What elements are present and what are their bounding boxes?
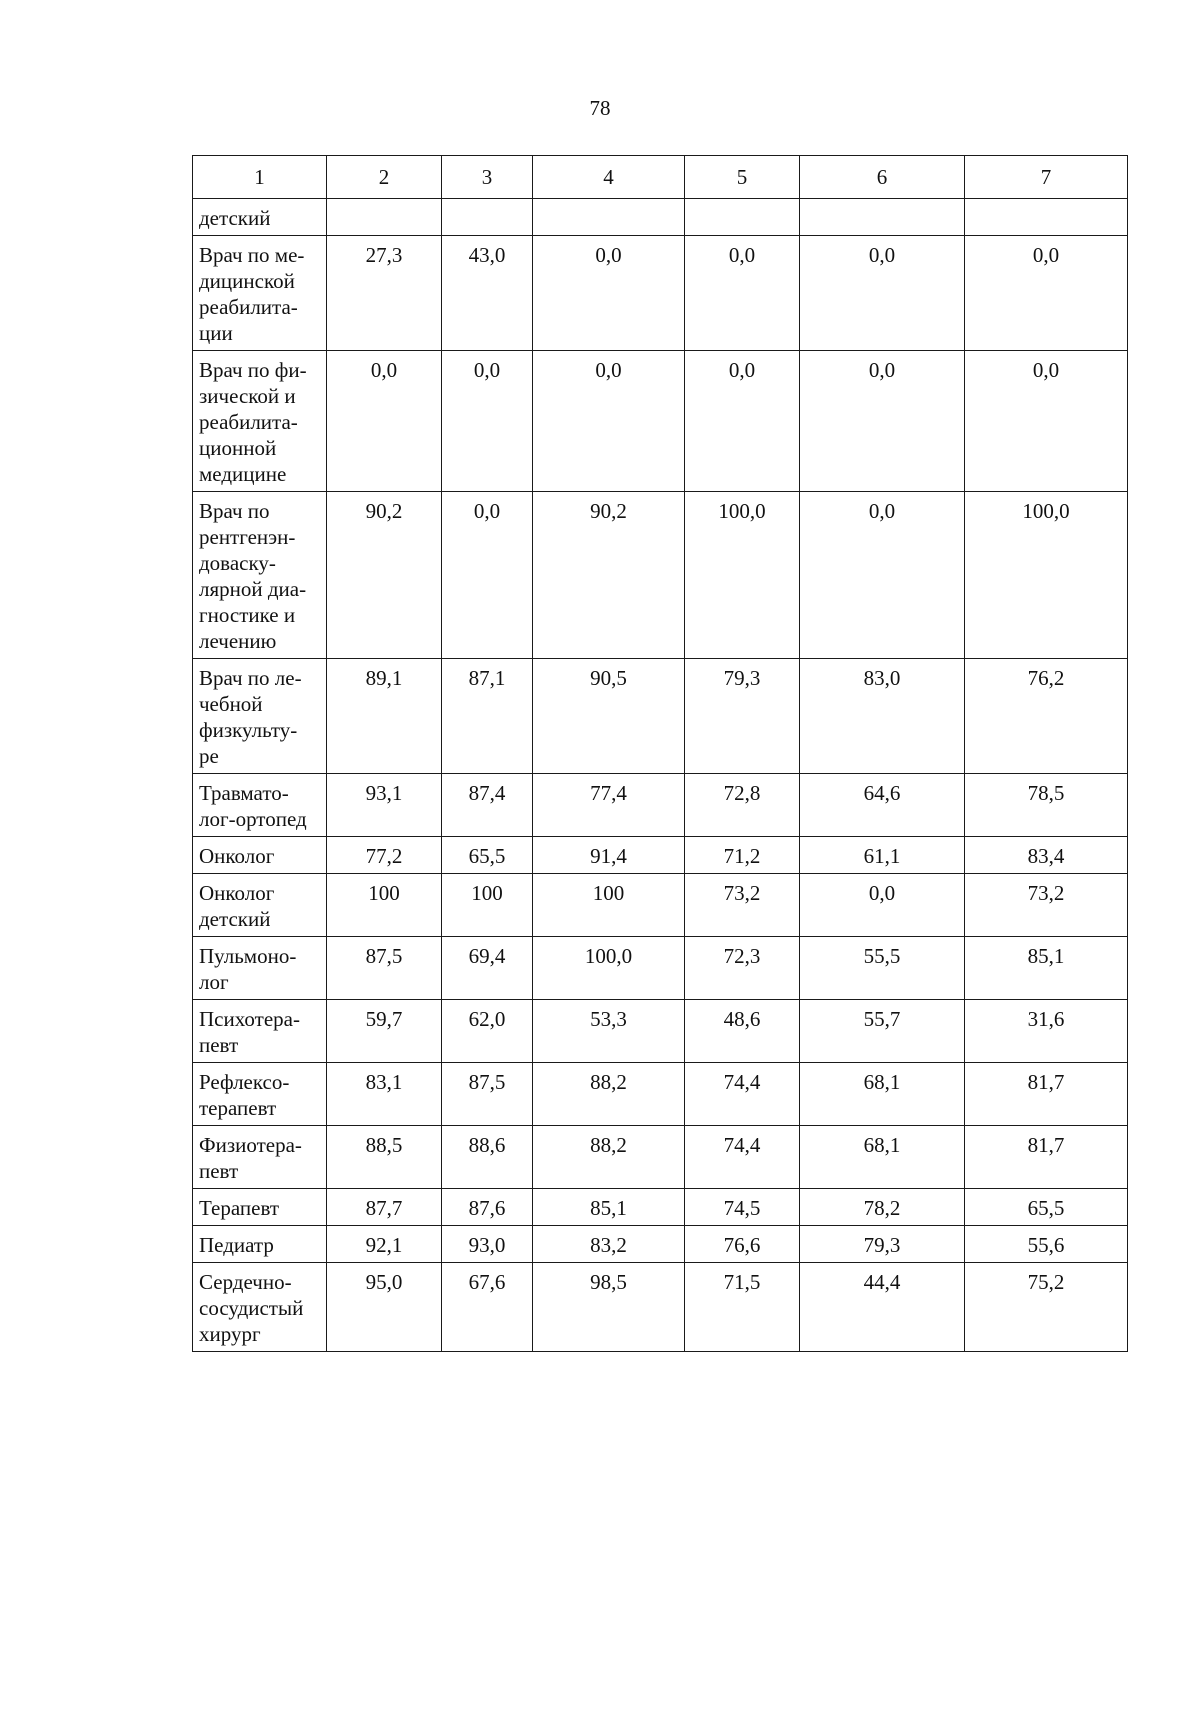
table-cell: 0,0	[800, 236, 965, 351]
table-cell: 77,4	[533, 774, 685, 837]
table-cell: 88,6	[442, 1126, 533, 1189]
table-row	[193, 351, 1128, 492]
table-cell: 74,5	[685, 1189, 800, 1226]
table-cell: 0,0	[442, 351, 533, 492]
column-header-2: 2	[327, 156, 442, 199]
column-header-6: 6	[800, 156, 965, 199]
table-row	[193, 937, 1128, 1000]
table-cell: 64,6	[800, 774, 965, 837]
table-cell	[800, 199, 965, 236]
row-label: Физиотера- певт	[193, 1126, 327, 1189]
table-cell: 79,3	[685, 659, 800, 774]
row-label: Психотера- певт	[193, 1000, 327, 1063]
row-label: Терапевт	[193, 1189, 327, 1226]
column-header-1: 1	[193, 156, 327, 199]
table-cell: 73,2	[685, 874, 800, 937]
table-cell: 68,1	[800, 1063, 965, 1126]
table-header	[193, 156, 1128, 199]
table-cell: 0,0	[800, 874, 965, 937]
table-cell: 93,1	[327, 774, 442, 837]
table-cell: 81,7	[965, 1126, 1128, 1189]
table-cell: 73,2	[965, 874, 1128, 937]
table-cell: 83,0	[800, 659, 965, 774]
table-cell: 83,2	[533, 1226, 685, 1263]
table-cell: 53,3	[533, 1000, 685, 1063]
row-label: Травмато- лог-ортопед	[193, 774, 327, 837]
table-cell	[685, 199, 800, 236]
table-cell: 93,0	[442, 1226, 533, 1263]
table-cell: 88,2	[533, 1063, 685, 1126]
table-cell: 67,6	[442, 1263, 533, 1352]
table-cell: 0,0	[685, 351, 800, 492]
table-cell: 79,3	[800, 1226, 965, 1263]
column-header-3: 3	[442, 156, 533, 199]
table-cell: 78,2	[800, 1189, 965, 1226]
table-cell: 88,5	[327, 1126, 442, 1189]
table-cell: 72,3	[685, 937, 800, 1000]
table-cell: 83,4	[965, 837, 1128, 874]
table-cell: 100,0	[533, 937, 685, 1000]
table-cell: 55,7	[800, 1000, 965, 1063]
table-row	[193, 659, 1128, 774]
table-row	[193, 1000, 1128, 1063]
row-label: Онколог детский	[193, 874, 327, 937]
column-header-7: 7	[965, 156, 1128, 199]
table-cell: 87,4	[442, 774, 533, 837]
table-cell: 74,4	[685, 1126, 800, 1189]
table-row	[193, 1126, 1128, 1189]
row-label: Врач по ле- чебной физкульту- ре	[193, 659, 327, 774]
table-cell	[965, 199, 1128, 236]
page-number: 78	[589, 96, 611, 120]
table-cell	[533, 199, 685, 236]
table-cell: 31,6	[965, 1000, 1128, 1063]
table-row	[193, 236, 1128, 351]
table-cell: 87,5	[327, 937, 442, 1000]
table-row	[193, 199, 1128, 236]
table-cell: 100,0	[965, 492, 1128, 659]
table-cell: 0,0	[800, 351, 965, 492]
table-cell: 43,0	[442, 236, 533, 351]
table-cell: 75,2	[965, 1263, 1128, 1352]
table-row	[193, 774, 1128, 837]
table-cell: 74,4	[685, 1063, 800, 1126]
table-cell: 0,0	[685, 236, 800, 351]
table-row	[193, 1189, 1128, 1226]
row-label: Рефлексо- терапевт	[193, 1063, 327, 1126]
table-cell: 0,0	[800, 492, 965, 659]
table-cell: 78,5	[965, 774, 1128, 837]
table-cell: 91,4	[533, 837, 685, 874]
table-cell: 55,5	[800, 937, 965, 1000]
table-cell: 90,5	[533, 659, 685, 774]
table-row	[193, 492, 1128, 659]
table-cell: 85,1	[533, 1189, 685, 1226]
table-cell: 95,0	[327, 1263, 442, 1352]
header-row	[193, 156, 1128, 199]
data-table	[192, 155, 1128, 1352]
table-row	[193, 1263, 1128, 1352]
row-label: детский	[193, 199, 327, 236]
table-cell: 71,5	[685, 1263, 800, 1352]
table-cell: 87,6	[442, 1189, 533, 1226]
table-cell: 90,2	[533, 492, 685, 659]
row-label: Педиатр	[193, 1226, 327, 1263]
table-cell: 44,4	[800, 1263, 965, 1352]
row-label: Сердечно- сосудистый хирург	[193, 1263, 327, 1352]
table-cell: 83,1	[327, 1063, 442, 1126]
table-row	[193, 1063, 1128, 1126]
table-cell: 87,1	[442, 659, 533, 774]
table-cell: 76,6	[685, 1226, 800, 1263]
table-cell	[327, 199, 442, 236]
table-cell: 72,8	[685, 774, 800, 837]
table-cell: 87,5	[442, 1063, 533, 1126]
table-cell: 61,1	[800, 837, 965, 874]
table-cell: 76,2	[965, 659, 1128, 774]
table-cell: 87,7	[327, 1189, 442, 1226]
table-cell: 0,0	[442, 492, 533, 659]
table-cell: 68,1	[800, 1126, 965, 1189]
table-cell: 100,0	[685, 492, 800, 659]
table-cell: 0,0	[533, 351, 685, 492]
table-cell: 81,7	[965, 1063, 1128, 1126]
table-cell	[442, 199, 533, 236]
table-cell: 0,0	[965, 236, 1128, 351]
table-body	[193, 199, 1128, 1352]
table-cell: 65,5	[442, 837, 533, 874]
table-cell: 48,6	[685, 1000, 800, 1063]
table-cell: 100	[533, 874, 685, 937]
table-row	[193, 1226, 1128, 1263]
table-cell: 89,1	[327, 659, 442, 774]
table-cell: 0,0	[533, 236, 685, 351]
row-label: Врач по ме- дицинской реабилита- ции	[193, 236, 327, 351]
row-label: Врач по рентгенэн- доваску- лярной диа- гностике и лечению	[193, 492, 327, 659]
row-label: Пульмоно- лог	[193, 937, 327, 1000]
column-header-4: 4	[533, 156, 685, 199]
table-cell: 59,7	[327, 1000, 442, 1063]
table-cell: 88,2	[533, 1126, 685, 1189]
table-cell: 55,6	[965, 1226, 1128, 1263]
table-cell: 27,3	[327, 236, 442, 351]
table-cell: 85,1	[965, 937, 1128, 1000]
table-cell: 69,4	[442, 937, 533, 1000]
table-cell: 77,2	[327, 837, 442, 874]
table-cell: 90,2	[327, 492, 442, 659]
table-cell: 92,1	[327, 1226, 442, 1263]
row-label: Врач по фи- зической и реабилита- ционной медицине	[193, 351, 327, 492]
table-row	[193, 874, 1128, 937]
row-label: Онколог	[193, 837, 327, 874]
table-cell: 100	[442, 874, 533, 937]
table-cell: 62,0	[442, 1000, 533, 1063]
table-cell: 0,0	[327, 351, 442, 492]
table-cell: 100	[327, 874, 442, 937]
table-row	[193, 837, 1128, 874]
column-header-5: 5	[685, 156, 800, 199]
table-cell: 65,5	[965, 1189, 1128, 1226]
table-cell: 98,5	[533, 1263, 685, 1352]
table-cell: 0,0	[965, 351, 1128, 492]
table-cell: 71,2	[685, 837, 800, 874]
